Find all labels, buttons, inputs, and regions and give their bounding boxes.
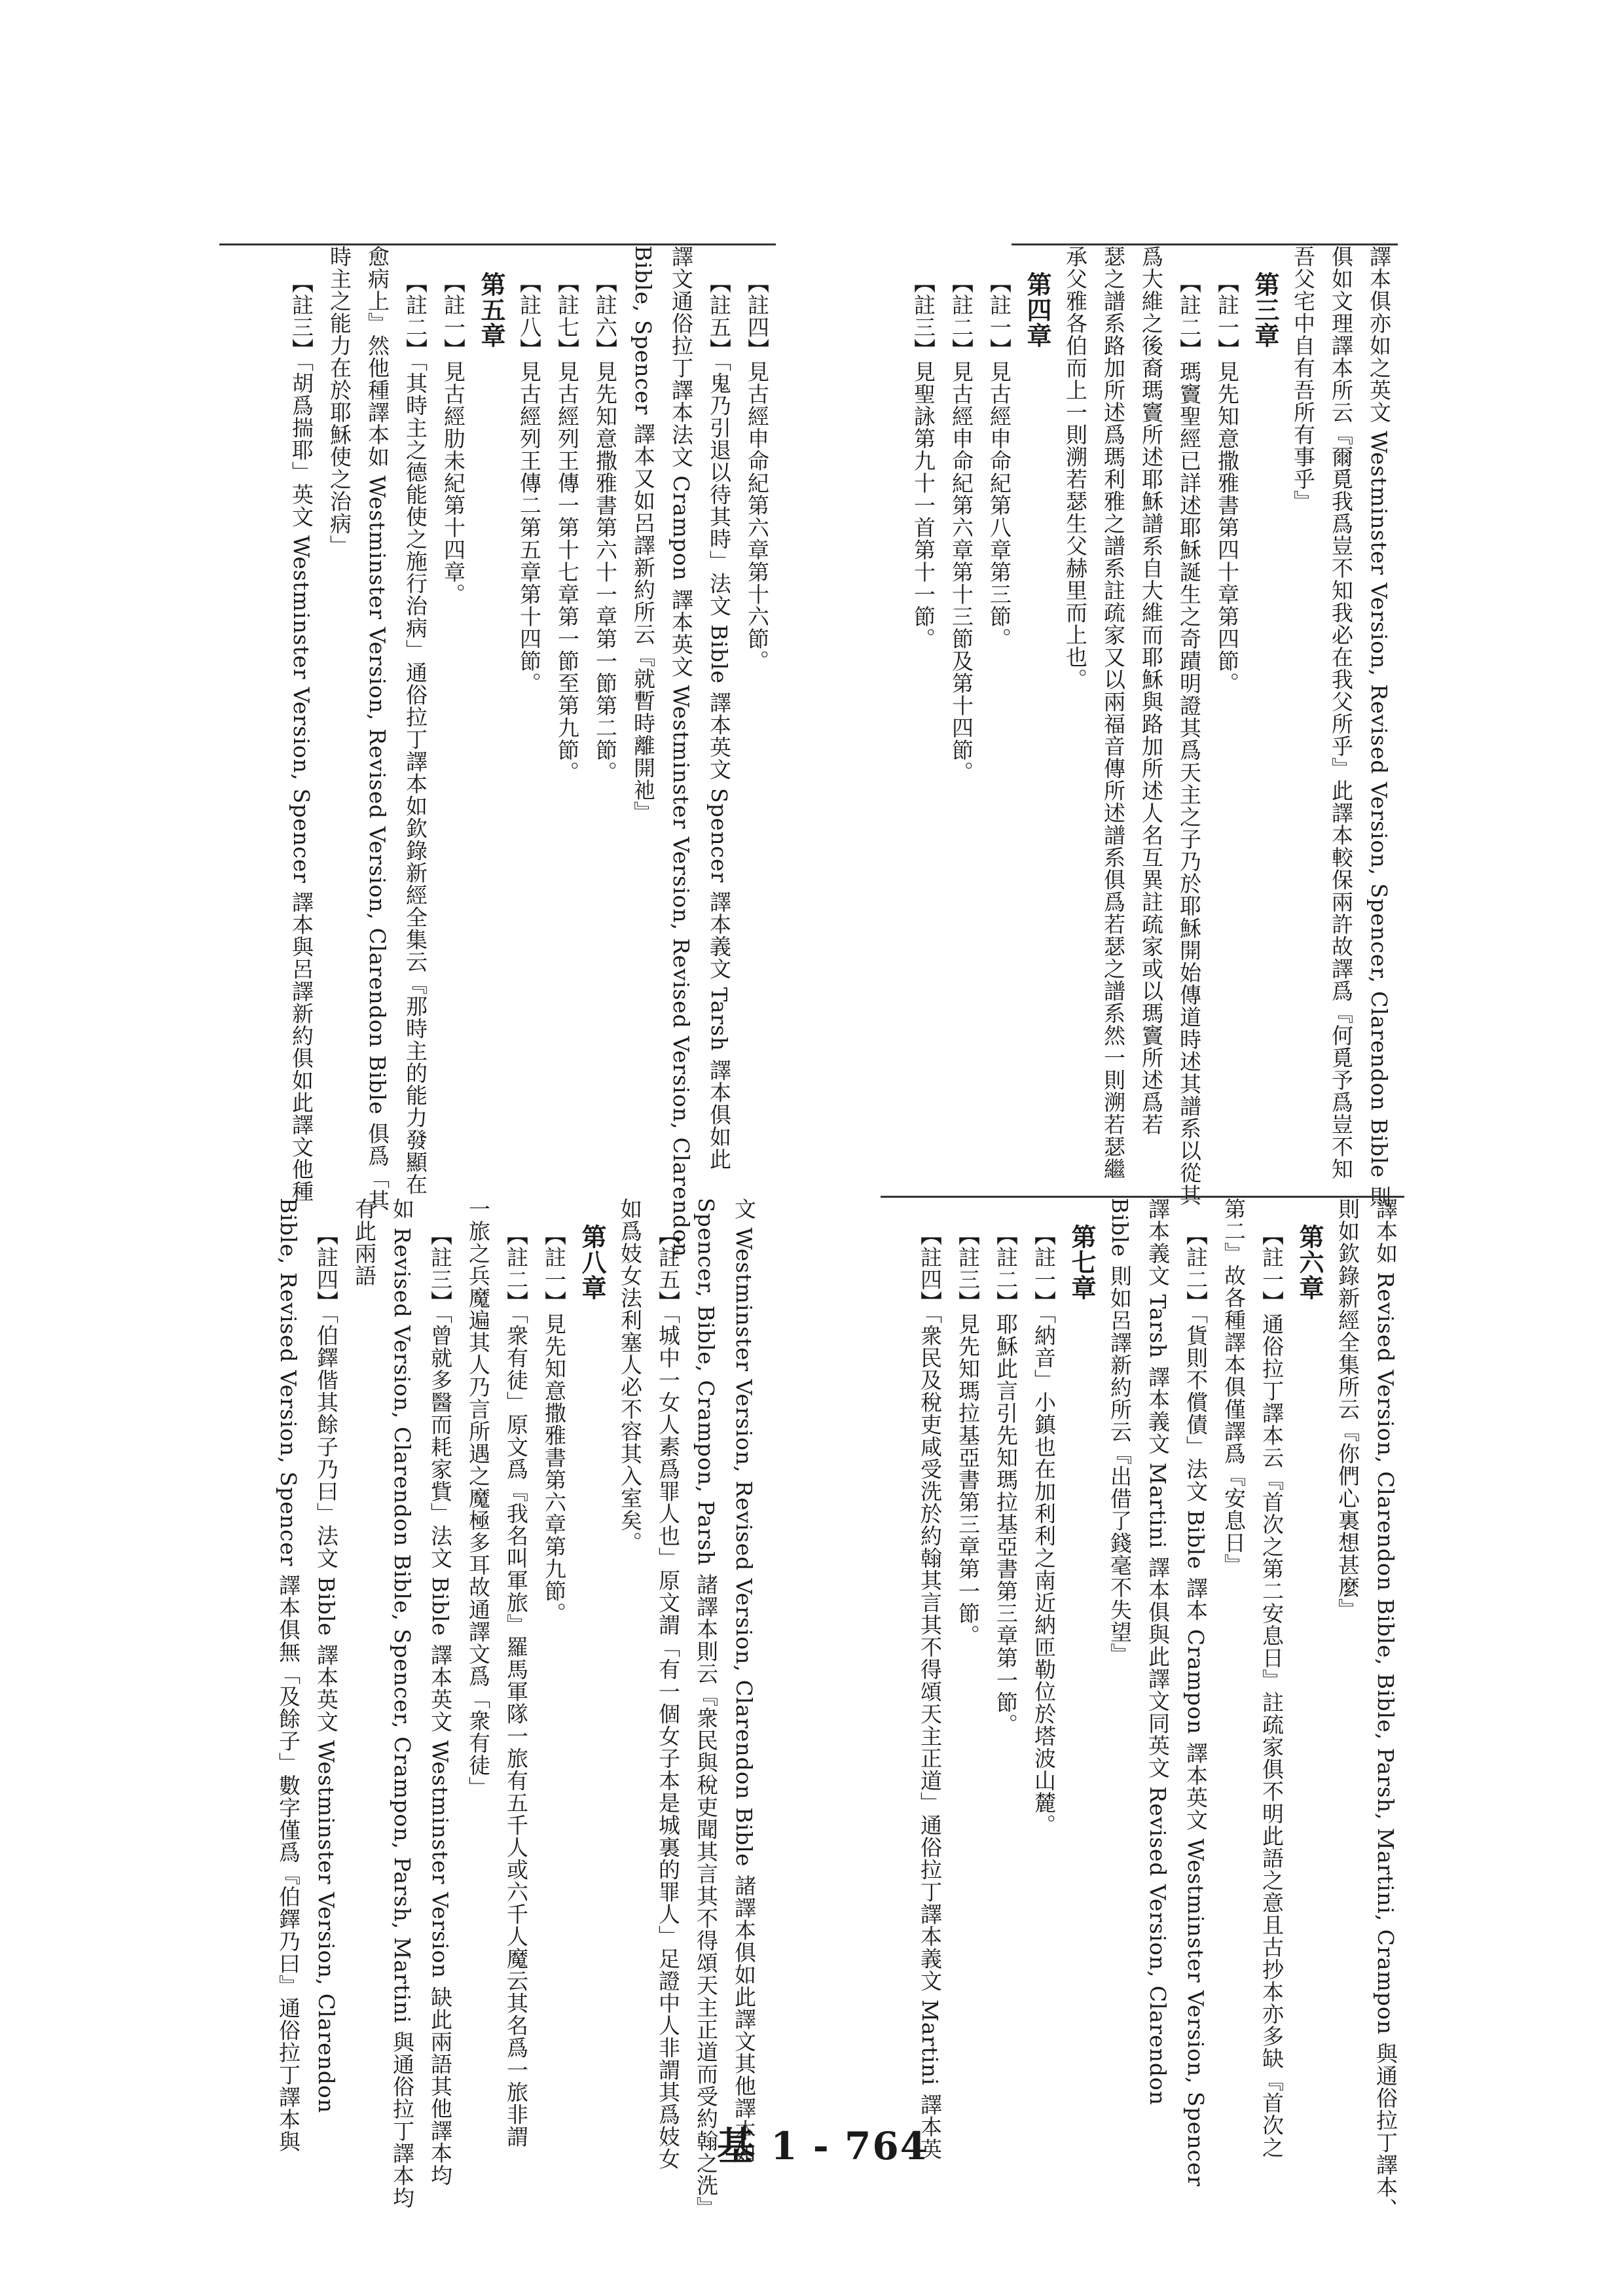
column-block-bottom-right xyxy=(881,1198,1404,2221)
chapter-heading: 第三章 xyxy=(1250,272,1280,348)
text-line: 第二』故各種譯本俱僅譯爲『安息日』 xyxy=(1221,1198,1247,1576)
footnote-line: 【註二】「衆有徒」原文爲『我名叫軍旅』羅馬軍隊一旅有五千人或六千人魔云其名爲一旅非謂 xyxy=(503,1224,529,2148)
text-line: Bible 則如呂譯新約所云『出借了錢毫不失望』 xyxy=(1107,1198,1133,1666)
text-line: Bible, Spencer 譯本又如呂譯新約所云『就暫時離開祂』 xyxy=(630,245,656,823)
text-line: Spencer, Bible, Crampon, Parsh 諸譯本則云『衆民與稅吏聞其言其不得頌天主正道而受約翰之洗』 xyxy=(693,1198,719,2219)
footnote-line: 【註三】見聖詠第九十一首第十一節。 xyxy=(911,272,936,650)
footnote-line: 【註三】「曾就多醫而耗家貲」法文 Bible 譯本英文 Westminster Version 缺此兩語其他譯本均 xyxy=(428,1224,453,2187)
text-line: 時主之能力在於耶穌使之治病」 xyxy=(327,245,352,557)
column-block-top-right xyxy=(911,245,1398,1208)
divider-bottom-right xyxy=(881,1196,1404,1198)
footnote-line: 【註四】見古經申命紀第六章第十六節。 xyxy=(744,272,770,672)
text-line: 譯本俱亦如之英文 Westminster Version, Revised Version, Spencer, Clarendon Bible 則 xyxy=(1366,245,1392,1208)
text-line: 譯文通俗拉丁譯本法文 Crampon 譯本英文 Westminster Version, Revised Version, Clarendon xyxy=(668,245,694,1258)
footnote-line: 【註八】見古經列王傳二第五章第十四節。 xyxy=(517,272,542,694)
footnote-line: 【註四】「衆民及稅吏咸受洗於約翰其言其不得頌天主正道」通俗拉丁譯本義文 Martini 譯本英 xyxy=(917,1224,943,2161)
footnote-line: 【註二】「其時主之德能使之施行治病」通俗拉丁譯本如欽錄新經全集云『那時主的能力發顯在 xyxy=(403,272,428,1196)
footnote-line: 【註四】「伯鐸偕其餘子乃曰」法文 Bible 譯本英文 Westminster Version, Clarendon xyxy=(314,1224,339,2114)
chapter-heading: 第七章 xyxy=(1067,1224,1097,1300)
text-line: 愈病上』然他種譯本如 Westminster Version, Revised Version, Clarendon Bible 俱爲「其 xyxy=(365,245,390,1211)
text-line: 則如欽錄新經全集所云『你們心裏想甚麼』 xyxy=(1335,1198,1360,1621)
text-line: 俱如文理譯本所云『爾覓我爲豈不知我必在我父所乎』此譯本較保兩許故譯爲『何覓予爲豈不知 xyxy=(1328,245,1354,1180)
text-line: 瑟之譜系路加所述爲瑪利雅之譜系註疏家又以兩福音傳所述譜系俱爲若瑟之譜系然一則溯若瑟繼 xyxy=(1101,245,1126,1180)
text-line: 承父雅各伯而上一則溯若瑟生父赫里而上也。 xyxy=(1063,245,1088,691)
footnote-line: 【註一】通俗拉丁譯本云『首次之第二安息日』註疏家俱不明此語之意且古抄本亦多缺『首次之 xyxy=(1259,1224,1285,2159)
text-line: Bible, Revised Version, Spencer 譯本俱無「及餘子」數字僅爲『伯鐸乃曰』通俗拉丁譯本與 xyxy=(276,1198,301,2153)
footnote-line: 【註二】瑪竇聖經已詳述耶穌誕生之奇蹟明證其爲天主之子乃於耶穌開始傳道時述其譜系以從其 xyxy=(1176,272,1202,1206)
footnote-line: 【註一】見古經申命紀第八章第三節。 xyxy=(987,272,1012,650)
footnote-line: 【註七】見古經列王傳一第十七章第一節至第九節。 xyxy=(555,272,580,783)
footnote-line: 【註三】「胡爲揣耶」英文 Westminster Version, Spencer 譯本與呂譯新約俱如此譯文他種 xyxy=(289,272,314,1203)
divider-top-left xyxy=(219,243,776,245)
text-line: 吾父宅中自有吾所有事乎』 xyxy=(1290,245,1316,512)
chapter-heading: 第八章 xyxy=(577,1224,607,1300)
text-line: 一旅之兵魔遍其人乃言所遇之魔極多耳故通譯文爲「衆有徒」 xyxy=(465,1198,491,1799)
column-block-bottom-left xyxy=(252,1198,763,2219)
chapter-heading: 第六章 xyxy=(1295,1224,1324,1300)
footnote-line: 【註一】見先知意撒雅書第六章第九節。 xyxy=(541,1224,567,1624)
text-line: 譯本如 Revised Version, Clarendon Bible, Bible, Parsh, Martini, Crampon 與通俗拉丁譯本、 xyxy=(1373,1198,1398,2221)
footnote-line: 【註三】見先知瑪拉基亞書第三章第一節。 xyxy=(955,1224,981,1647)
footnote-line: 【註二】耶穌此言引先知瑪拉基亞書第三章第一節。 xyxy=(993,1224,1019,1736)
footnote-line: 【註六】見先知意撒雅書第六十一章第一節第二節。 xyxy=(593,272,618,783)
text-line: 爲大維之後裔瑪竇所述耶穌譜系自大維而耶穌與路加所述人名互異註疏家或以瑪竇所述爲若 xyxy=(1139,245,1164,1136)
chapter-heading: 第五章 xyxy=(477,272,506,348)
footnote-line: 【註一】「納音」小鎮也在加利利之南近納匝勒位於塔波山麓。 xyxy=(1031,1224,1057,1837)
footnote-line: 【註二】「貨則不償債」法文 Bible 譯本 Crampon 譯本英文 Westminster Version, Spencer xyxy=(1183,1224,1209,2187)
footnote-line: 【註五】「城中一女人素爲罪人也」原文謂「有一個女子本是城裏的罪人」足證中人非謂其爲妓女 xyxy=(655,1224,681,2170)
text-line: 文 Westminster Version, Revised Version, Clarendon Bible 諸譯本俱如此譯文其他譯本如 xyxy=(731,1198,757,2164)
footnote-line: 【註二】見古經申命紀第六章第十三節及第十四節。 xyxy=(949,272,974,783)
page-number: 基 1 - 764 xyxy=(717,2124,928,2168)
divider-top-right xyxy=(1012,243,1398,245)
text-line: 有此兩語 xyxy=(352,1198,377,1287)
text-line: 如 Revised Version, Clarendon Bible, Spencer, Crampon, Parsh, Martini 與通俗拉丁譯本均 xyxy=(390,1198,415,2210)
chapter-heading: 第四章 xyxy=(1023,272,1052,348)
footnote-line: 【註一】見先知意撒雅書第四十章第四節。 xyxy=(1214,272,1240,694)
footnote-line: 【註五】「鬼乃引退以待其時」法文 Bible 譯本英文 Spencer 譯本義文 Tarsh 譯本俱如此 xyxy=(706,272,732,1170)
text-line: 譯本義文 Tarsh 譯本義文 Martini 譯本俱與此譯文同英文 Revised Version, Clarendon xyxy=(1145,1198,1171,2106)
text-line: 如爲妓女法利塞人必不容其入室矣。 xyxy=(617,1198,643,1554)
footnote-line: 【註一】見古經肋未紀第十四章。 xyxy=(441,272,466,605)
